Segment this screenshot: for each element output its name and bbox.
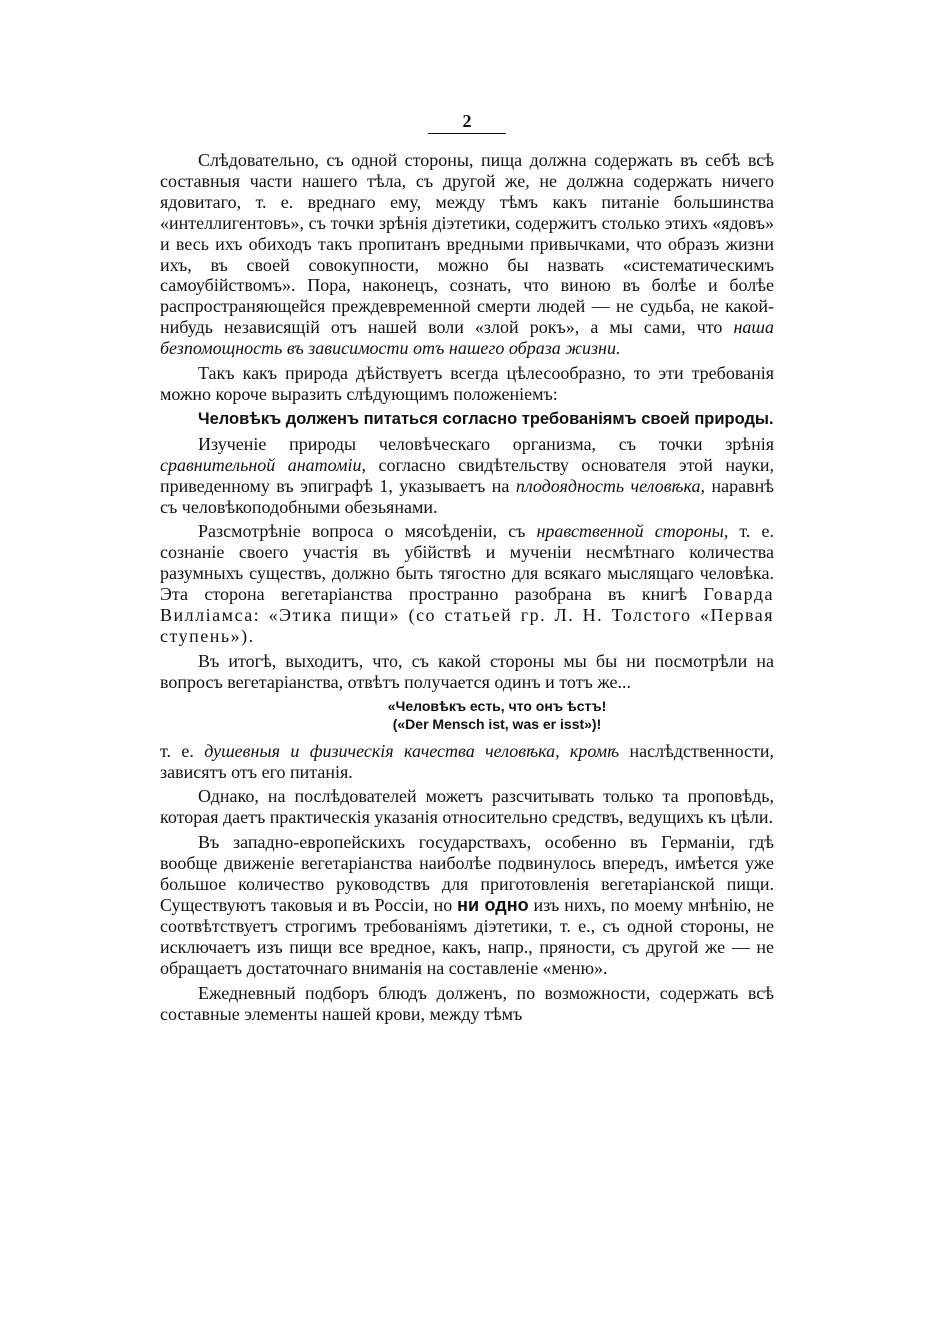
body-text xyxy=(160,150,774,1028)
paragraph-4-emphasis-2: плодоядность человѣка, xyxy=(515,475,706,496)
thesis-statement: Человѣкъ долженъ питаться согласно требованіямъ своей природы. xyxy=(198,409,774,428)
paragraph-4-emphasis-1: сравнительной анатоміи, xyxy=(160,454,366,475)
epigraph xyxy=(220,697,774,733)
page-number-rule xyxy=(428,133,506,134)
paragraph-7 xyxy=(160,741,774,783)
paragraph-7-text-b: наслѣдственности, зависятъ отъ его питанія. xyxy=(160,740,774,782)
paragraph-2: Такъ какъ природа дѣйствуетъ всегда цѣлесообразно, то эти требованія можно короче выразить слѣдующимъ положеніемъ: xyxy=(160,363,774,404)
paragraph-1-emphasis: наша безпомощность въ зависимости отъ нашего образа жизни. xyxy=(160,317,774,359)
paragraph-7-text-a: т. е. xyxy=(160,740,205,761)
paragraph-6: Въ итогѣ, выходитъ, что, съ какой стороны мы бы ни посмотрѣли на вопросъ вегетаріанства, отвѣтъ получается одинъ и тотъ же... xyxy=(160,650,774,692)
paragraph-5 xyxy=(160,521,774,646)
epigraph-line-1: «Человѣкъ есть, что онъ ѣстъ! xyxy=(387,697,607,714)
paragraph-8: Однако, на послѣдователей можетъ разсчитывать только та проповѣдь, которая даетъ практическія указанія относительно средствъ, ведущихъ къ цѣли. xyxy=(160,786,774,828)
paragraph-4-text-a: Изученіе природы человѣческаго организма, съ точки зрѣнія xyxy=(198,433,774,454)
paragraph-9-bold: ни одно xyxy=(457,895,529,915)
paragraph-1-text: Слѣдовательно, съ одной стороны, пища должна содержать въ себѣ всѣ составныя части нашего тѣла, съ другой же, не должна содержать ничего ядовитаго, т. е. вреднаго ему, между тѣмъ какъ питаніе большинства «интеллигентовъ», съ точки зрѣнія діэтетики, содержитъ столько этихъ «ядовъ» и весь ихъ обиходъ такъ пропитанъ вредными привычками, что образъ жизни ихъ, въ своей совокупности, можно бы назвать «систематическимъ самоубійствомъ». Пора, наконецъ, сознать, что виною въ болѣе и болѣе распространяющейся преждевременной смерти людей — не судьба, не какой-нибудь независящій отъ нашей воли «злой рокъ», а мы сами, что xyxy=(160,150,774,338)
paragraph-5-text-b: т. е. сознаніе своего участія въ убійствѣ и мученіи несмѣтнаго количества разумныхъ существъ, должно быть тягостно для всякаго мыслящаго человѣка. Эта сторона вегетаріанства пространно разобрана въ книгѣ xyxy=(160,521,774,605)
paragraph-4 xyxy=(160,434,774,518)
paragraph-10: Ежедневный подборъ блюдъ долженъ, по возможности, содержать всѣ составные элементы нашей крови, между тѣмъ xyxy=(160,982,774,1024)
paragraph-5-emphasis: нравственной стороны, xyxy=(536,521,729,542)
paragraph-4-text-b: согласно свидѣтельству основателя этой науки, приведенному въ эпиграфѣ 1, указываетъ на xyxy=(160,454,775,496)
page-number: 2 xyxy=(462,111,472,131)
paragraph-9-text-b: изъ нихъ, по моему мнѣнію, не соотвѣтствуетъ строгимъ требованіямъ діэтетики, т. е., съ одной стороны, не исключаетъ изъ пищи все вредное, какъ, напр., пряности, съ другой же — не обращаетъ достаточнаго вниманія на составленіе «меню». xyxy=(160,895,774,978)
paragraph-9 xyxy=(160,832,774,978)
paragraph-1 xyxy=(160,150,774,359)
paragraph-4-text-c: наравнѣ съ человѣкоподобными обезьянами. xyxy=(160,475,774,517)
paragraph-5-book-title: Говарда Вилліамса: «Этика пищи» (со статьей гр. Л. Н. Толстого «Первая ступень»). xyxy=(160,584,774,646)
epigraph-line-2: («Der Mensch ist, was er isst»)! xyxy=(392,715,602,732)
paragraph-5-text-a: Разсмотрѣніе вопроса о мясоѣденіи, съ xyxy=(198,521,537,542)
paragraph-9-text-a: Въ западно-европейскихъ государствахъ, особенно въ Германіи, гдѣ вообще движеніе вегетаріанства наиболѣе подвинулось впередъ, имѣется уже большое количество руководствъ для приготовленія вегетаріанской пищи. Существуютъ таковыя и въ Россіи, но xyxy=(160,832,774,915)
paragraph-7-emphasis: душевныя и физическія качества человѣка, кромѣ xyxy=(204,740,620,761)
